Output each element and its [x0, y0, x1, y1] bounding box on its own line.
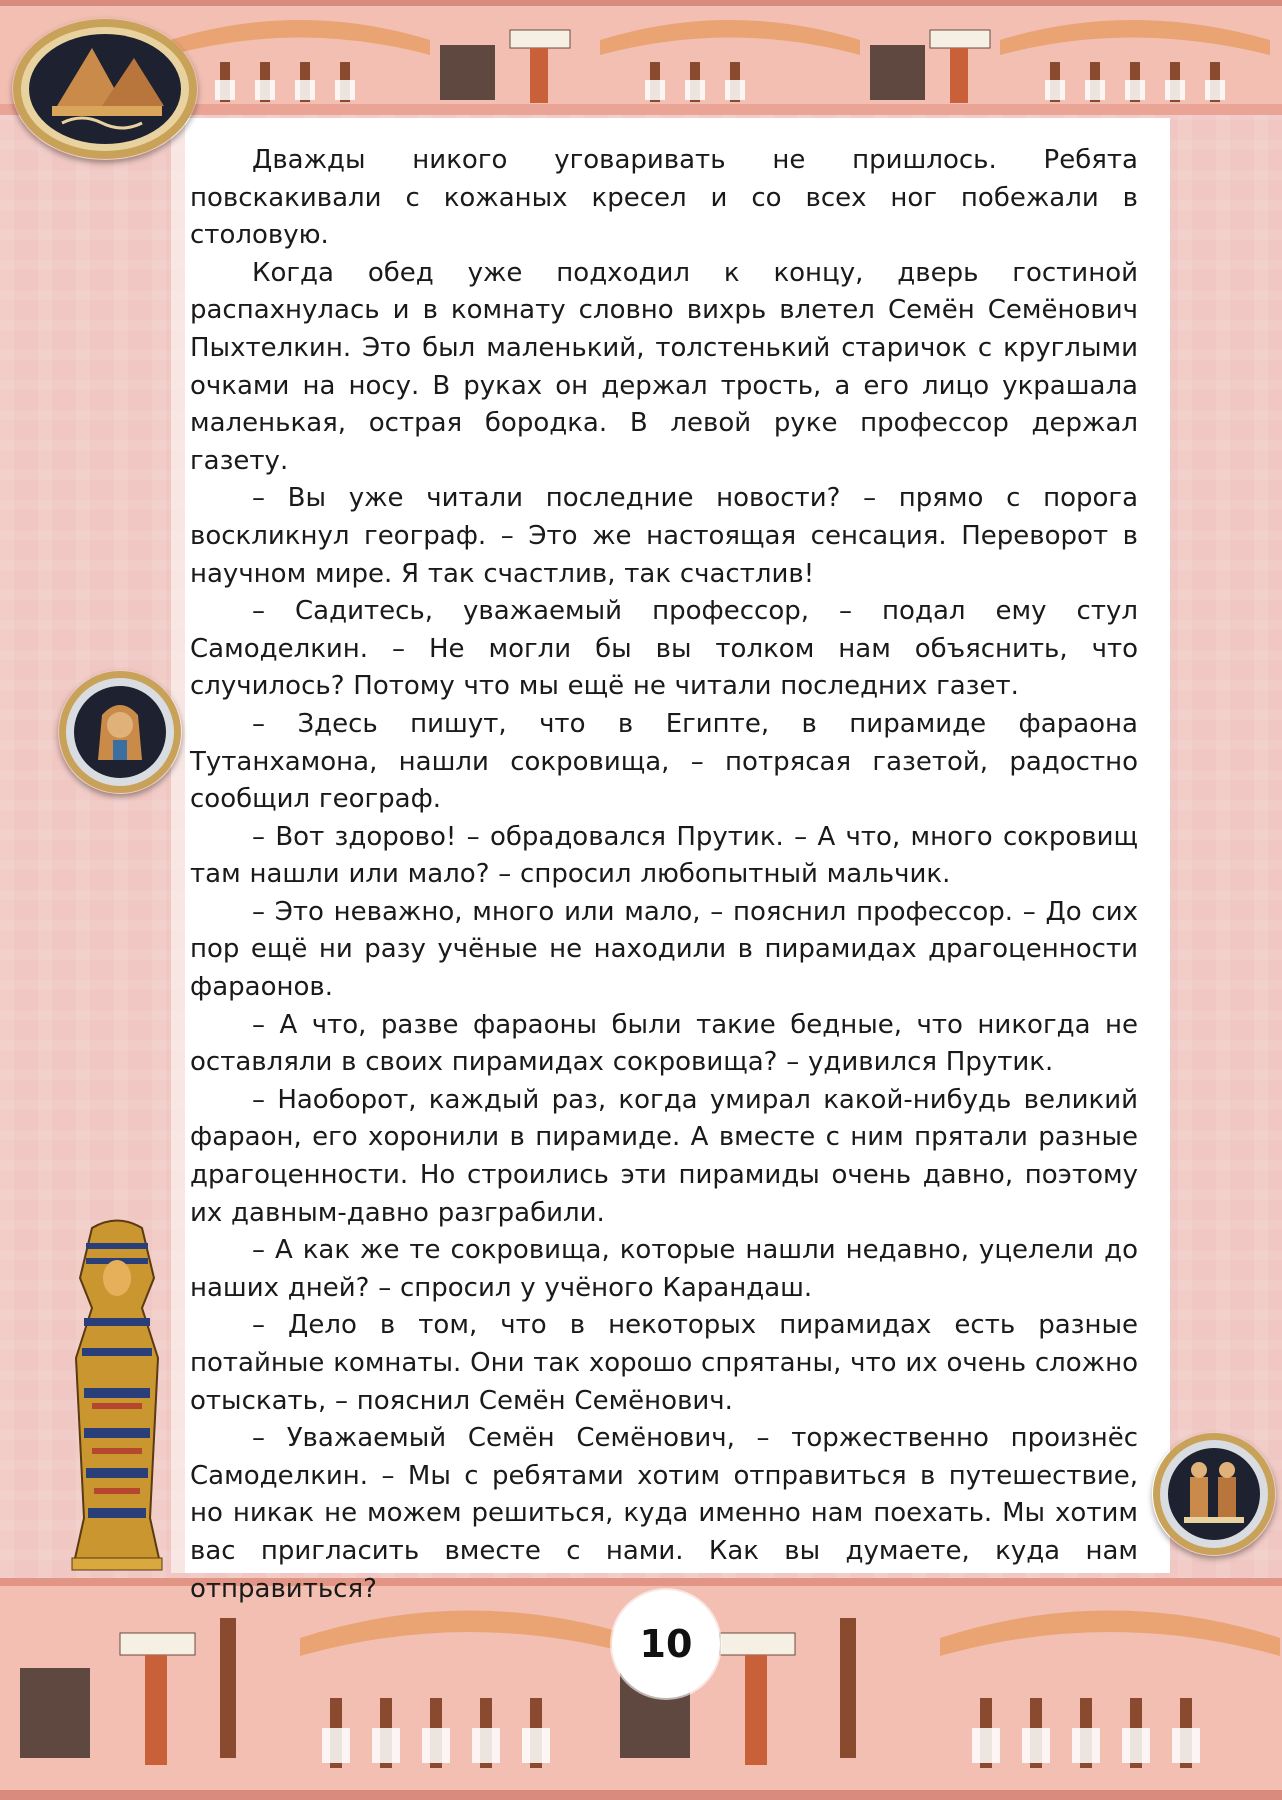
story-text	[190, 142, 1138, 1608]
paragraph-5: – Здесь пишут, что в Египте, в пирамиде фараона Тутанхамона, нашли сокровища, – потрясая газетой, радостно сообщил географ.	[190, 708, 1138, 815]
paragraph-9: – Наоборот, каждый раз, когда умирал какой-нибудь великий фараон, его хоронили в пирамиде. А вместе с ним прятали разные драгоценности. Но строились эти пирамиды очень давно, поэтому их давным-давно разграбили.	[190, 1084, 1138, 1228]
paragraph-11: – Дело в том, что в некоторых пирамидах есть разные потайные комнаты. Они так хорошо спрятаны, что их очень сложно отыскать, – пояснил Семён Семёнович.	[190, 1310, 1138, 1416]
paragraph-8: – А что, разве фараоны были такие бедные, что никогда не оставляли в своих пирамидах сокровища? – удивился Прутик.	[190, 1009, 1138, 1078]
golden-sarcophagus-figurine	[62, 1218, 172, 1573]
pharaoh-portrait-medallion	[58, 670, 182, 794]
paragraph-12: – Уважаемый Семён Семёнович, – торжественно произнёс Самоделкин. – Мы с ребятами хотим отправиться в путешествие, но никак не можем решиться, куда именно нам поехать. Мы хотим вас пригласить вместе с нами. Как вы думаете, куда нам отправиться?	[190, 1423, 1138, 1604]
paragraph-3: – Вы уже читали последние новости? – прямо с порога воскликнул географ. – Это же настоящая сенсация. Переворот в научном мире. Я так счастлив, так счастлив!	[190, 483, 1138, 589]
pyramids-sphinx-medallion	[12, 18, 198, 160]
paragraph-7: – Это неважно, много или мало, – пояснил профессор. – До сих пор ещё ни разу учёные не находили в пирамидах драгоценности фараонов.	[190, 896, 1138, 1003]
paragraph-10: – А как же те сокровища, которые нашли недавно, уцелели до наших дней? – спросил у учёного Карандаш.	[190, 1235, 1138, 1303]
page-number-badge	[612, 1590, 720, 1698]
seated-figures-medallion	[1152, 1432, 1276, 1556]
paragraph-2: Когда обед уже подходил к концу, дверь гостиной распахнулась и в комнату словно вихрь влетел Семён Семёнович Пыхтелкин. Это был маленький, толстенький старичок с круглыми очками на носу. В руках он держал трость, а его лицо украшала маленькая, острая бородка. В левой руке профессор держал газету.	[190, 257, 1138, 476]
paragraph-1: Дважды никого уговаривать не пришлось. Ребята повскакивали с кожаных кресел и со всех ног побежали в столовую.	[190, 145, 1138, 251]
paragraph-6: – Вот здорово! – обрадовался Прутик. – А что, много сокровищ там нашли или мало? – спросил любопытный мальчик.	[190, 821, 1138, 890]
paragraph-4: – Садитесь, уважаемый профессор, – подал ему стул Самоделкин. – Не могли бы вы толком нам объяснить, что случилось? Потому что мы ещё не читали последних газет.	[190, 596, 1138, 702]
panel-edge	[171, 118, 191, 1573]
page-number: 10	[639, 1622, 693, 1666]
